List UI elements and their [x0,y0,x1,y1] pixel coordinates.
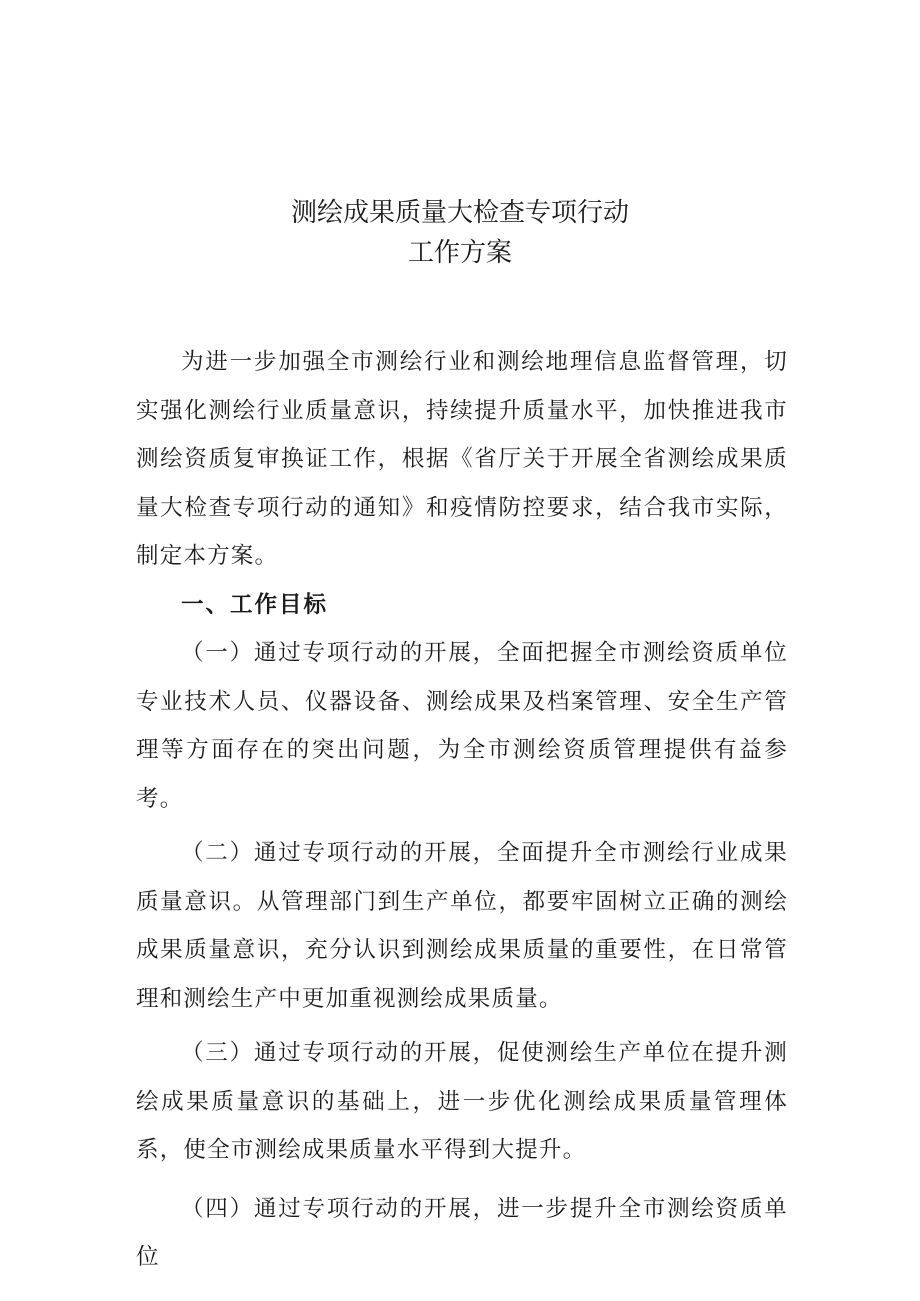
intro-paragraph: 为进一步加强全市测绘行业和测绘地理信息监督管理，切实强化测绘行业质量意识，持续提升质量水平，加快推进我市测绘资质复审换证工作，根据《省厅关于开展全省测绘成果质量大检查专项行动的通知》和疫情防控要求，结合我市实际，制定本方案。 [136,349,788,569]
goal-paragraph-1: （一）通过专项行动的开展，全面把握全市测绘资质单位专业技术人员、仪器设备、测绘成果及档案管理、安全生产管理等方面存在的突出问题，为全市测绘资质管理提供有益参考。 [136,640,788,812]
goal-paragraph-2: （二）通过专项行动的开展，全面提升全市测绘行业成果质量意识。从管理部门到生产单位，都要牢固树立正确的测绘成果质量意识，充分认识到测绘成果质量的重要性，在日常管理和测绘生产中更加重视测绘成果质量。 [136,840,788,1012]
goal-paragraph-4: （四）通过专项行动的开展，进一步提升全市测绘资质单位 [136,1195,788,1270]
section-heading-goals: 一、工作目标 [181,591,329,618]
document-body [136,338,788,1282]
title-line-1: 测绘成果质量大检查专项行动 [290,198,629,228]
document-title [0,193,920,273]
title-line-2: 工作方案 [407,238,512,268]
goal-paragraph-3: （三）通过专项行动的开展，促使测绘生产单位在提升测绘成果质量意识的基础上，进一步优化测绘成果质量管理体系，使全市测绘成果质量水平得到大提升。 [136,1040,788,1163]
